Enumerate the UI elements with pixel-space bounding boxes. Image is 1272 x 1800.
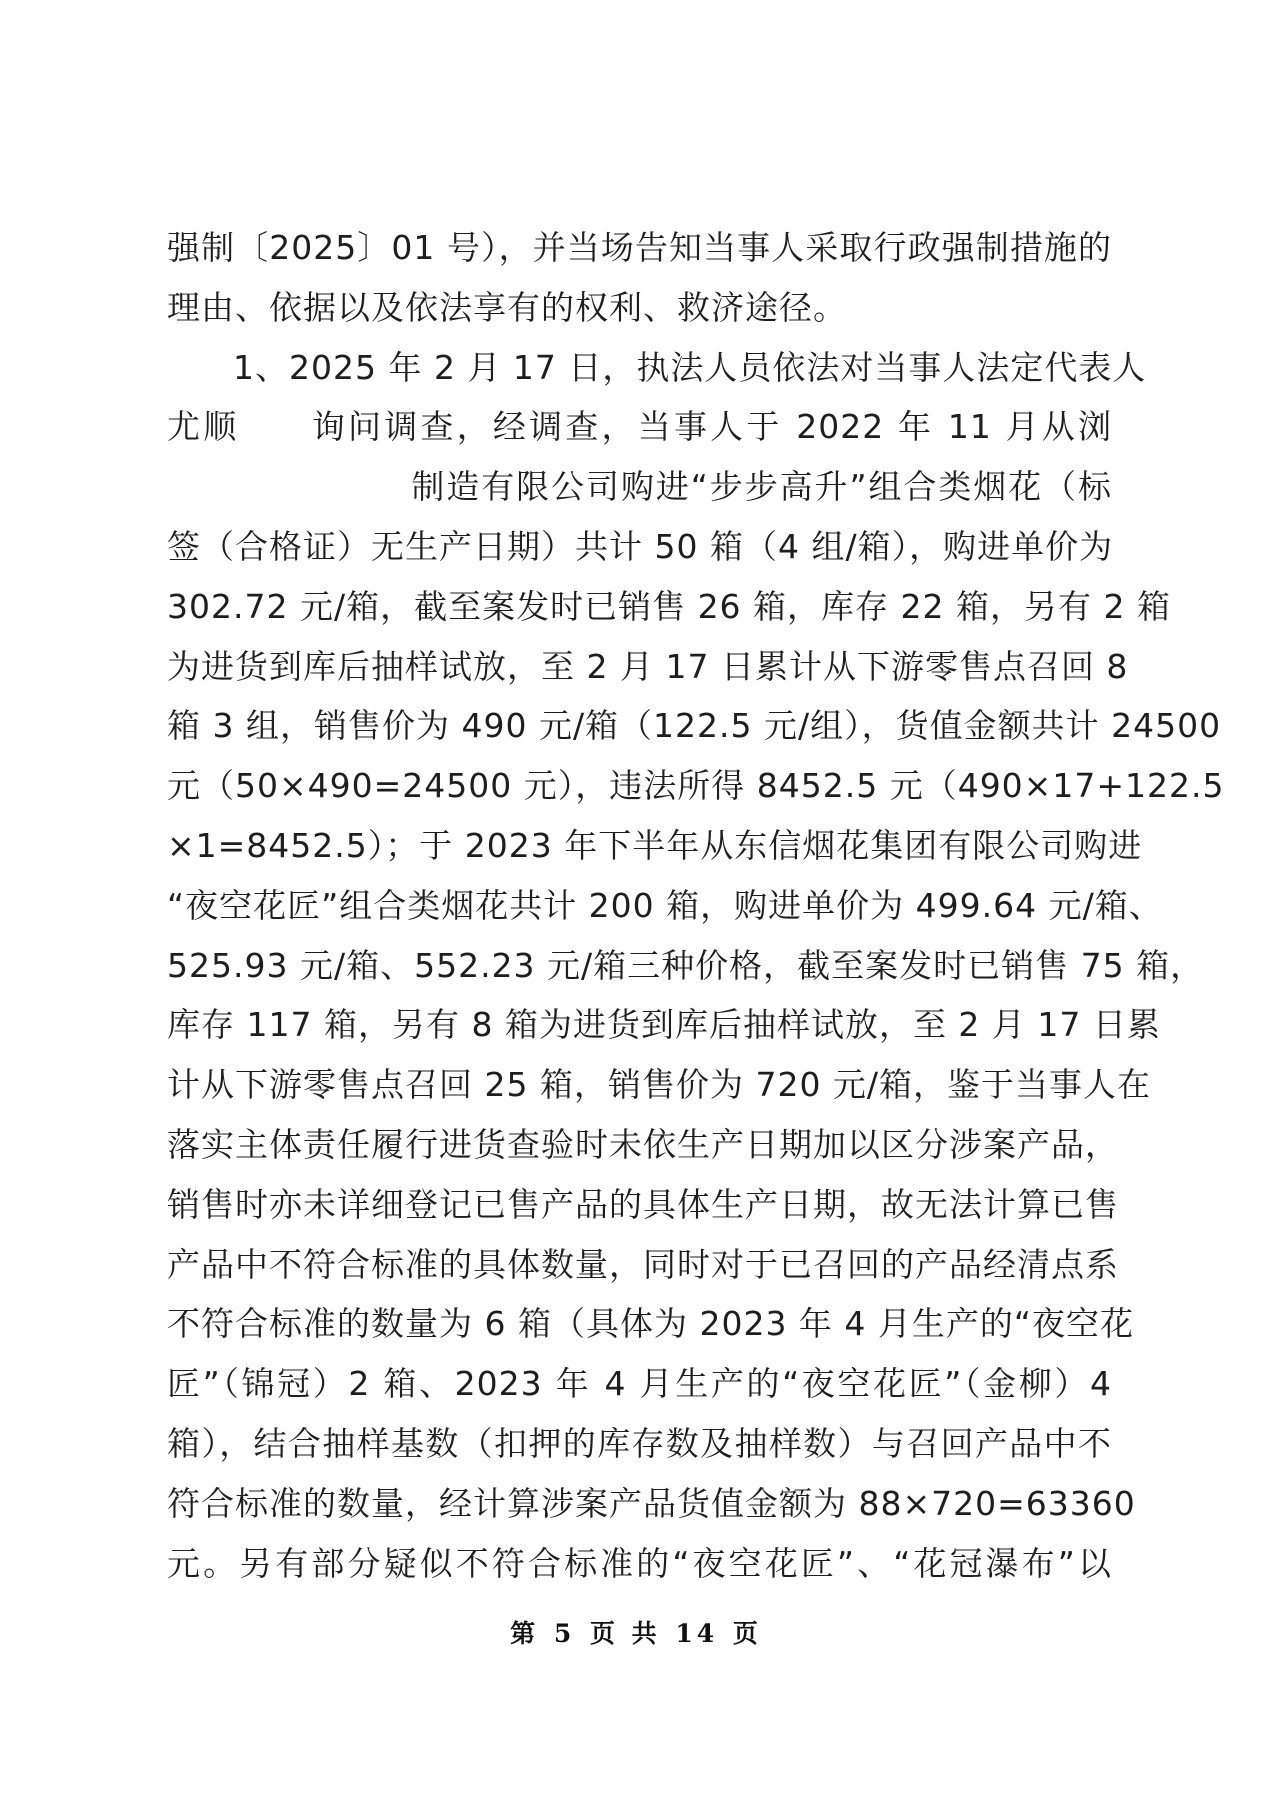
text-line: 箱），结合抽样基数（扣押的库存数及抽样数）与召回产品中不 (167, 1423, 1112, 1463)
total-page-count: 14 (675, 1619, 719, 1648)
text-line: 销售时亦未详细登记已售产品的具体生产日期，故无法计算已售 (167, 1184, 1119, 1224)
page-number-footer (0, 1614, 1272, 1650)
paragraph-first-line: 1、2025 年 2 月 17 日，执法人员依法对当事人法定代表人 (233, 347, 1147, 387)
footer-prefix: 第 (510, 1619, 540, 1648)
text-line: 302.72 元/箱，截至案发时已销售 26 箱，库存 22 箱，另有 2 箱 (167, 586, 1171, 626)
text-line: 制造有限公司购进“步步高升”组合类烟花（标 (167, 467, 1112, 507)
text-line: 不符合标准的数量为 6 箱（具体为 2023 年 4 月生产的“夜空花 (167, 1304, 1135, 1344)
text-line: 为进货到库后抽样试放，至 2 月 17 日累计从下游零售点召回 8 (167, 646, 1129, 686)
text-line: 签（合格证）无生产日期）共计 50 箱（4 组/箱），购进单价为 (167, 526, 1114, 566)
text-line: 库存 117 箱，另有 8 箱为进货到库后抽样试放，至 2 月 17 日累 (167, 1005, 1161, 1045)
text-line: 理由、依据以及依法享有的权利、救济途径。 (167, 287, 847, 327)
text-line: 箱 3 组，销售价为 490 元/箱（122.5 元/组），货值金额共计 24500 (167, 706, 1222, 746)
text-line: 产品中不符合标准的具体数量，同时对于已召回的产品经清点系 (167, 1244, 1119, 1284)
text-line: 符合标准的数量，经计算涉案产品货值金额为 88×720=63360 (167, 1483, 1136, 1523)
text-line: “夜空花匠”组合类烟花共计 200 箱，购进单价为 499.64 元/箱、 (167, 885, 1163, 925)
text-line: 落实主体责任履行进货查验时未依生产日期加以区分涉案产品， (167, 1124, 1119, 1164)
text-line: 强制〔2025〕01 号），并当场告知当事人采取行政强制措施的 (167, 228, 1112, 267)
text-line: 计从下游零售点召回 25 箱，销售价为 720 元/箱，鉴于当事人在 (167, 1065, 1152, 1105)
text-line: 尤顺 询问调查，经调查，当事人于 2022 年 11 月从浏 (167, 407, 1112, 447)
text-line: 匠”（锦冠）2 箱、2023 年 4 月生产的“夜空花匠”（金柳）4 (167, 1364, 1112, 1404)
footer-middle: 页 共 (589, 1619, 661, 1648)
text-line: 元。另有部分疑似不符合标准的“夜空花匠”、“花冠瀑布”以 (167, 1543, 1112, 1583)
footer-suffix: 页 (732, 1619, 762, 1648)
current-page-number: 5 (553, 1619, 576, 1648)
text-line: 元（50×490=24500 元），违法所得 8452.5 元（490×17+122.5 (167, 766, 1225, 806)
text-line: 525.93 元/箱、552.23 元/箱三种价格，截至案发时已销售 75 箱， (167, 945, 1205, 985)
text-line: ×1=8452.5）；于 2023 年下半年从东信烟花集团有限公司购进 (167, 825, 1143, 865)
body-text (167, 218, 1225, 1593)
